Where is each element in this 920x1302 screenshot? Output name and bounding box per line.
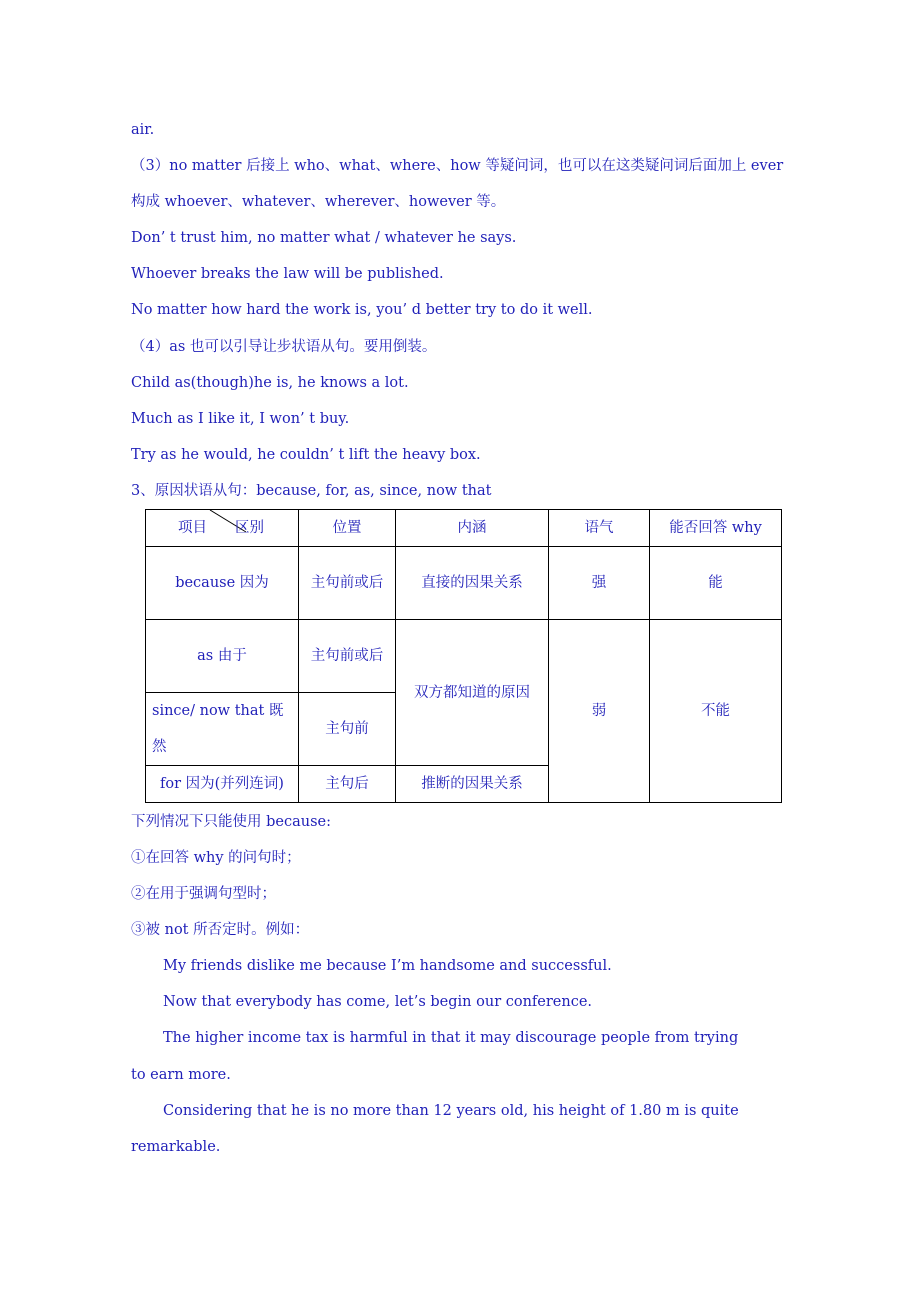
example-sentence: Now that everybody has come, let’s begin our conference. [163,994,593,1010]
table-cell [146,693,299,766]
example-sentence: Don’ t trust him, no matter what / whatever he says. [131,230,517,246]
example-sentence: Much as I like it, I won’ t buy. [131,411,350,427]
text-line: （4）as 也可以引导让步状语从句。要用倒装。 [131,339,437,355]
list-item: ②在用于强调句型时； [131,886,276,902]
table-cell: 不能 [650,620,782,803]
table-cell: 强 [549,547,650,620]
example-sentence: The higher income tax is harmful in that it may discourage people from trying [163,1030,739,1046]
table-header-cell: 内涵 [396,510,549,547]
example-sentence: Try as he would, he couldn’ t lift the heavy box. [131,447,481,463]
table-cell: 能 [650,547,782,620]
list-item: ①在回答 why 的问句时； [131,850,301,866]
table-header-cell: 能否回答 why [650,510,782,547]
table-header-cell [146,510,299,547]
table-cell: 推断的因果关系 [396,766,549,803]
example-sentence: remarkable. [131,1139,221,1155]
example-sentence: to earn more. [131,1067,231,1083]
text-line: 下列情况下只能使用 because: [131,814,331,830]
cell-text: 主句前或后 [310,575,384,591]
diagonal-divider-icon [146,510,298,547]
table-cell: 双方都知道的原因 [396,620,549,766]
table-cell [299,620,396,693]
header-item: 项目 [178,520,207,536]
text-line: air. [131,122,155,138]
example-sentence: Whoever breaks the law will be published. [131,266,444,282]
table-cell: 直接的因果关系 [396,547,549,620]
table-cell: because 因为 [146,547,299,620]
text-line: 构成 whoever、whatever、wherever、however 等。 [131,194,506,210]
header-difference: 区别 [235,520,264,536]
list-item: ③被 not 所否定时。例如： [131,922,310,938]
example-sentence: Child as(though)he is, he knows a lot. [131,375,409,391]
reason-clause-table [145,509,782,803]
cell-text: since/ now that 既然 [152,703,284,755]
example-sentence: Considering that he is no more than 12 years old, his height of 1.80 m is quite [163,1103,739,1119]
table-cell: 主句前 [299,693,396,766]
table-header-cell: 语气 [549,510,650,547]
table-header-cell: 位置 [299,510,396,547]
section-heading: 3、原因状语从句：because, for, as, since, now that [131,483,492,499]
cell-text: 主句前或后 [310,648,384,664]
table-cell: 主句后 [299,766,396,803]
example-sentence: No matter how hard the work is, you’ d better try to do it well. [131,302,593,318]
table-cell: as 由于 [146,620,299,693]
table-cell: for 因为(并列连词) [146,766,299,803]
example-sentence: My friends dislike me because I’m handsome and successful. [163,958,612,974]
text-line: （3）no matter 后接上 who、what、where、how 等疑问词，也可以在这类疑问词后面加上 ever [131,158,784,174]
table-cell [299,547,396,620]
table-cell: 弱 [549,620,650,803]
